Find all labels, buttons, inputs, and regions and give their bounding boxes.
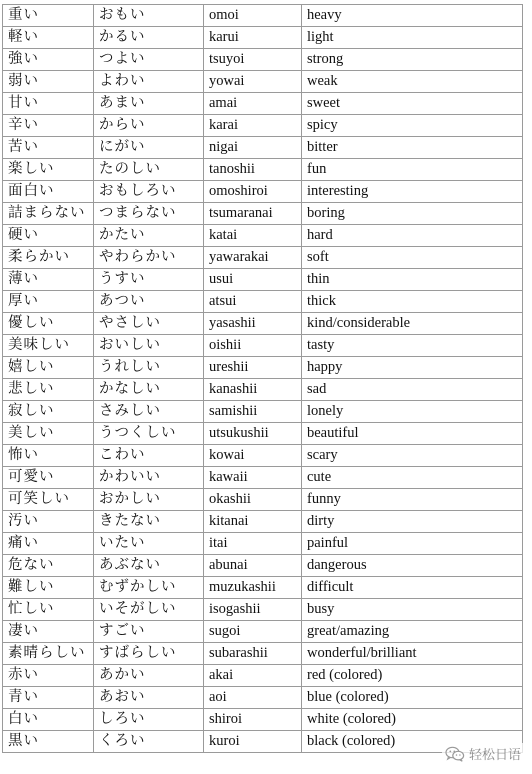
- english-cell: funny: [302, 489, 523, 511]
- english-cell: thick: [302, 291, 523, 313]
- vocabulary-table-body: [3, 5, 523, 753]
- kana-cell: くろい: [94, 731, 204, 753]
- kanji-cell: 美しい: [3, 423, 94, 445]
- kana-cell: おもしろい: [94, 181, 204, 203]
- kanji-cell: 重い: [3, 5, 94, 27]
- english-cell: kind/considerable: [302, 313, 523, 335]
- kana-cell: かなしい: [94, 379, 204, 401]
- romaji-cell: ureshii: [204, 357, 302, 379]
- kanji-cell: 可笑しい: [3, 489, 94, 511]
- english-cell: dirty: [302, 511, 523, 533]
- romaji-cell: yowai: [204, 71, 302, 93]
- kana-cell: かるい: [94, 27, 204, 49]
- kanji-cell: 詰まらない: [3, 203, 94, 225]
- english-cell: soft: [302, 247, 523, 269]
- romaji-cell: nigai: [204, 137, 302, 159]
- romaji-cell: karai: [204, 115, 302, 137]
- kanji-cell: 嬉しい: [3, 357, 94, 379]
- kanji-cell: 柔らかい: [3, 247, 94, 269]
- english-cell: red (colored): [302, 665, 523, 687]
- kanji-cell: 危ない: [3, 555, 94, 577]
- english-cell: busy: [302, 599, 523, 621]
- kana-cell: つよい: [94, 49, 204, 71]
- english-cell: sweet: [302, 93, 523, 115]
- table-row: [3, 445, 523, 467]
- kana-cell: うれしい: [94, 357, 204, 379]
- romaji-cell: aoi: [204, 687, 302, 709]
- romaji-cell: karui: [204, 27, 302, 49]
- romaji-cell: subarashii: [204, 643, 302, 665]
- kana-cell: うつくしい: [94, 423, 204, 445]
- english-cell: great/amazing: [302, 621, 523, 643]
- romaji-cell: atsui: [204, 291, 302, 313]
- romaji-cell: shiroi: [204, 709, 302, 731]
- romaji-cell: muzukashii: [204, 577, 302, 599]
- kana-cell: たのしい: [94, 159, 204, 181]
- kana-cell: にがい: [94, 137, 204, 159]
- english-cell: sad: [302, 379, 523, 401]
- english-cell: painful: [302, 533, 523, 555]
- kanji-cell: 軽い: [3, 27, 94, 49]
- kanji-cell: 黒い: [3, 731, 94, 753]
- kanji-cell: 白い: [3, 709, 94, 731]
- romaji-cell: yawarakai: [204, 247, 302, 269]
- romaji-cell: akai: [204, 665, 302, 687]
- table-row: [3, 27, 523, 49]
- english-cell: wonderful/brilliant: [302, 643, 523, 665]
- table-row: [3, 291, 523, 313]
- kanji-cell: 辛い: [3, 115, 94, 137]
- romaji-cell: omoshiroi: [204, 181, 302, 203]
- kana-cell: うすい: [94, 269, 204, 291]
- english-cell: black (colored): [302, 731, 523, 753]
- english-cell: fun: [302, 159, 523, 181]
- english-cell: dangerous: [302, 555, 523, 577]
- table-row: [3, 533, 523, 555]
- table-row: [3, 423, 523, 445]
- table-row: [3, 643, 523, 665]
- kanji-cell: 汚い: [3, 511, 94, 533]
- table-row: [3, 203, 523, 225]
- kanji-cell: 痛い: [3, 533, 94, 555]
- table-row: [3, 313, 523, 335]
- kanji-cell: 青い: [3, 687, 94, 709]
- kana-cell: いそがしい: [94, 599, 204, 621]
- table-row: [3, 335, 523, 357]
- english-cell: tasty: [302, 335, 523, 357]
- table-row: [3, 71, 523, 93]
- table-row: [3, 181, 523, 203]
- romaji-cell: itai: [204, 533, 302, 555]
- kanji-cell: 厚い: [3, 291, 94, 313]
- table-row: [3, 489, 523, 511]
- kanji-cell: 面白い: [3, 181, 94, 203]
- romaji-cell: usui: [204, 269, 302, 291]
- kanji-cell: 楽しい: [3, 159, 94, 181]
- romaji-cell: tsuyoi: [204, 49, 302, 71]
- romaji-cell: oishii: [204, 335, 302, 357]
- table-row: [3, 687, 523, 709]
- romaji-cell: abunai: [204, 555, 302, 577]
- english-cell: interesting: [302, 181, 523, 203]
- kana-cell: さみしい: [94, 401, 204, 423]
- table-row: [3, 621, 523, 643]
- table-row: [3, 665, 523, 687]
- english-cell: light: [302, 27, 523, 49]
- english-cell: happy: [302, 357, 523, 379]
- romaji-cell: amai: [204, 93, 302, 115]
- table-row: [3, 577, 523, 599]
- kanji-cell: 苦い: [3, 137, 94, 159]
- table-row: [3, 379, 523, 401]
- kana-cell: かたい: [94, 225, 204, 247]
- table-row: [3, 401, 523, 423]
- kana-cell: あまい: [94, 93, 204, 115]
- english-cell: spicy: [302, 115, 523, 137]
- romaji-cell: kuroi: [204, 731, 302, 753]
- romaji-cell: isogashii: [204, 599, 302, 621]
- kanji-cell: 硬い: [3, 225, 94, 247]
- english-cell: strong: [302, 49, 523, 71]
- romaji-cell: sugoi: [204, 621, 302, 643]
- english-cell: scary: [302, 445, 523, 467]
- kana-cell: しろい: [94, 709, 204, 731]
- english-cell: white (colored): [302, 709, 523, 731]
- english-cell: cute: [302, 467, 523, 489]
- kanji-cell: 凄い: [3, 621, 94, 643]
- kana-cell: おかしい: [94, 489, 204, 511]
- table-row: [3, 599, 523, 621]
- kana-cell: あつい: [94, 291, 204, 313]
- table-row: [3, 93, 523, 115]
- table-row: [3, 357, 523, 379]
- romaji-cell: katai: [204, 225, 302, 247]
- romaji-cell: kitanai: [204, 511, 302, 533]
- kana-cell: からい: [94, 115, 204, 137]
- kana-cell: あかい: [94, 665, 204, 687]
- kanji-cell: 赤い: [3, 665, 94, 687]
- kanji-cell: 怖い: [3, 445, 94, 467]
- table-row: [3, 137, 523, 159]
- english-cell: lonely: [302, 401, 523, 423]
- kana-cell: おいしい: [94, 335, 204, 357]
- english-cell: beautiful: [302, 423, 523, 445]
- kana-cell: すばらしい: [94, 643, 204, 665]
- english-cell: boring: [302, 203, 523, 225]
- kanji-cell: 優しい: [3, 313, 94, 335]
- english-cell: weak: [302, 71, 523, 93]
- kanji-cell: 薄い: [3, 269, 94, 291]
- romaji-cell: kawaii: [204, 467, 302, 489]
- english-cell: bitter: [302, 137, 523, 159]
- kana-cell: きたない: [94, 511, 204, 533]
- kanji-cell: 寂しい: [3, 401, 94, 423]
- kanji-cell: 可愛い: [3, 467, 94, 489]
- kanji-cell: 忙しい: [3, 599, 94, 621]
- table-row: [3, 225, 523, 247]
- english-cell: heavy: [302, 5, 523, 27]
- romaji-cell: tanoshii: [204, 159, 302, 181]
- romaji-cell: kowai: [204, 445, 302, 467]
- table-row: [3, 247, 523, 269]
- table-row: [3, 5, 523, 27]
- kanji-cell: 弱い: [3, 71, 94, 93]
- watermark-text: 轻松日语: [468, 748, 521, 763]
- table-row: [3, 269, 523, 291]
- romaji-cell: yasashii: [204, 313, 302, 335]
- table-row: [3, 115, 523, 137]
- kanji-cell: 素晴らしい: [3, 643, 94, 665]
- table-row: [3, 511, 523, 533]
- kana-cell: こわい: [94, 445, 204, 467]
- kana-cell: あぶない: [94, 555, 204, 577]
- kanji-cell: 悲しい: [3, 379, 94, 401]
- table-row: [3, 555, 523, 577]
- romaji-cell: kanashii: [204, 379, 302, 401]
- kana-cell: つまらない: [94, 203, 204, 225]
- kana-cell: すごい: [94, 621, 204, 643]
- kana-cell: おもい: [94, 5, 204, 27]
- kana-cell: かわいい: [94, 467, 204, 489]
- kana-cell: やわらかい: [94, 247, 204, 269]
- vocabulary-sheet: [2, 4, 522, 753]
- english-cell: blue (colored): [302, 687, 523, 709]
- table-row: [3, 49, 523, 71]
- kana-cell: あおい: [94, 687, 204, 709]
- romaji-cell: tsumaranai: [204, 203, 302, 225]
- romaji-cell: okashii: [204, 489, 302, 511]
- kanji-cell: 美味しい: [3, 335, 94, 357]
- account-watermark: [442, 743, 524, 764]
- kanji-cell: 甘い: [3, 93, 94, 115]
- table-row: [3, 467, 523, 489]
- kana-cell: むずかしい: [94, 577, 204, 599]
- adjective-vocabulary-table: [2, 4, 523, 753]
- english-cell: thin: [302, 269, 523, 291]
- english-cell: hard: [302, 225, 523, 247]
- wechat-icon: [445, 746, 465, 762]
- kanji-cell: 難しい: [3, 577, 94, 599]
- kanji-cell: 強い: [3, 49, 94, 71]
- english-cell: difficult: [302, 577, 523, 599]
- table-row: [3, 709, 523, 731]
- romaji-cell: omoi: [204, 5, 302, 27]
- romaji-cell: samishii: [204, 401, 302, 423]
- kana-cell: やさしい: [94, 313, 204, 335]
- romaji-cell: utsukushii: [204, 423, 302, 445]
- kana-cell: よわい: [94, 71, 204, 93]
- kana-cell: いたい: [94, 533, 204, 555]
- table-row: [3, 159, 523, 181]
